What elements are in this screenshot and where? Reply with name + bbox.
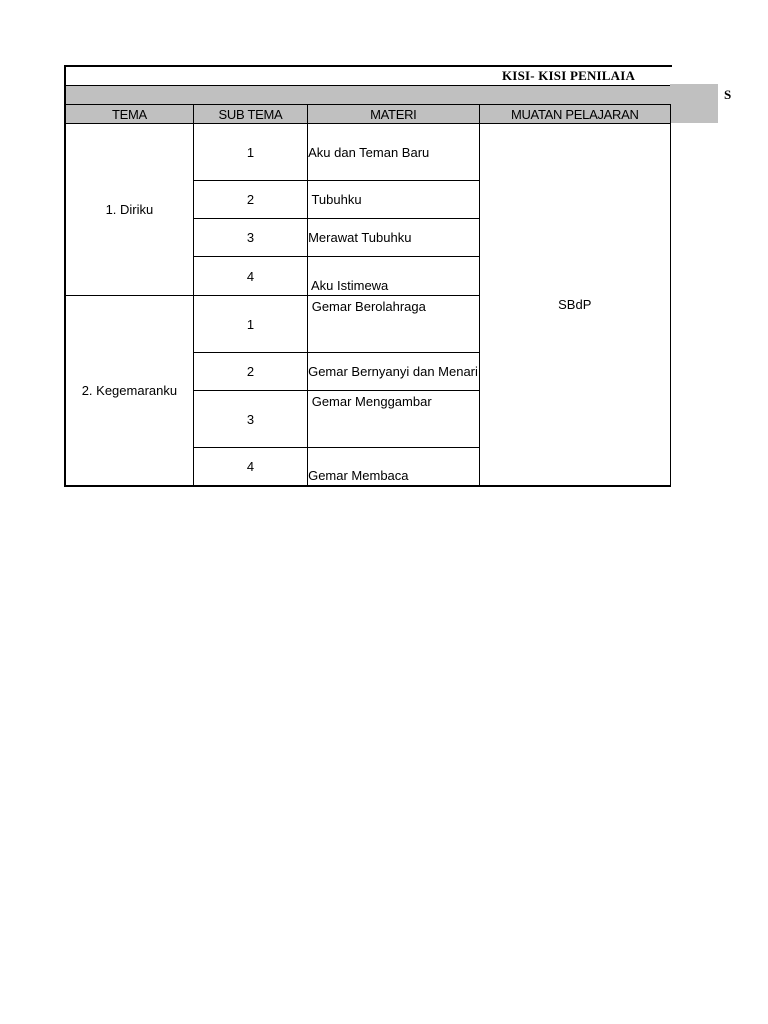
materi-cell[interactable]: Tubuhku: [308, 181, 479, 219]
tema-cell[interactable]: 2. Kegemaranku: [65, 296, 193, 486]
sub-tema-cell[interactable]: 4: [193, 448, 307, 486]
sheet-subtitle: S: [724, 87, 732, 102]
title-row: [64, 65, 672, 86]
header-tema[interactable]: TEMA: [65, 105, 193, 124]
materi-cell[interactable]: Merawat Tubuhku: [308, 219, 479, 257]
materi-cell[interactable]: Gemar Membaca: [308, 448, 479, 486]
header-materi[interactable]: MATERI: [308, 105, 479, 124]
header-muatan[interactable]: MUATAN PELAJARAN: [479, 105, 670, 124]
materi-cell[interactable]: Gemar Berolahraga: [308, 296, 479, 353]
sub-tema-cell[interactable]: 3: [193, 391, 307, 448]
materi-cell[interactable]: Aku Istimewa: [308, 257, 479, 296]
gray-cell-fill: [670, 84, 718, 123]
sub-tema-cell[interactable]: 4: [193, 257, 307, 296]
sub-tema-cell[interactable]: 2: [193, 353, 307, 391]
materi-cell[interactable]: Gemar Menggambar: [308, 391, 479, 448]
sub-tema-cell[interactable]: 2: [193, 181, 307, 219]
sheet-title: KISI- KISI PENILAIA: [502, 68, 636, 83]
sub-tema-cell[interactable]: 1: [193, 124, 307, 181]
subtitle-row: [64, 85, 732, 104]
table-row: [65, 124, 671, 181]
sub-tema-cell[interactable]: 3: [193, 219, 307, 257]
tema-cell[interactable]: 1. Diriku: [65, 124, 193, 296]
sub-tema-cell[interactable]: 1: [193, 296, 307, 353]
header-sub-tema[interactable]: SUB TEMA: [193, 105, 307, 124]
materi-cell[interactable]: Gemar Bernyanyi dan Menari: [308, 353, 479, 391]
muatan-cell[interactable]: SBdP: [479, 124, 670, 486]
materi-cell[interactable]: Aku dan Teman Baru: [308, 124, 479, 181]
kisi-kisi-table: [64, 104, 671, 487]
header-row: [65, 105, 671, 124]
